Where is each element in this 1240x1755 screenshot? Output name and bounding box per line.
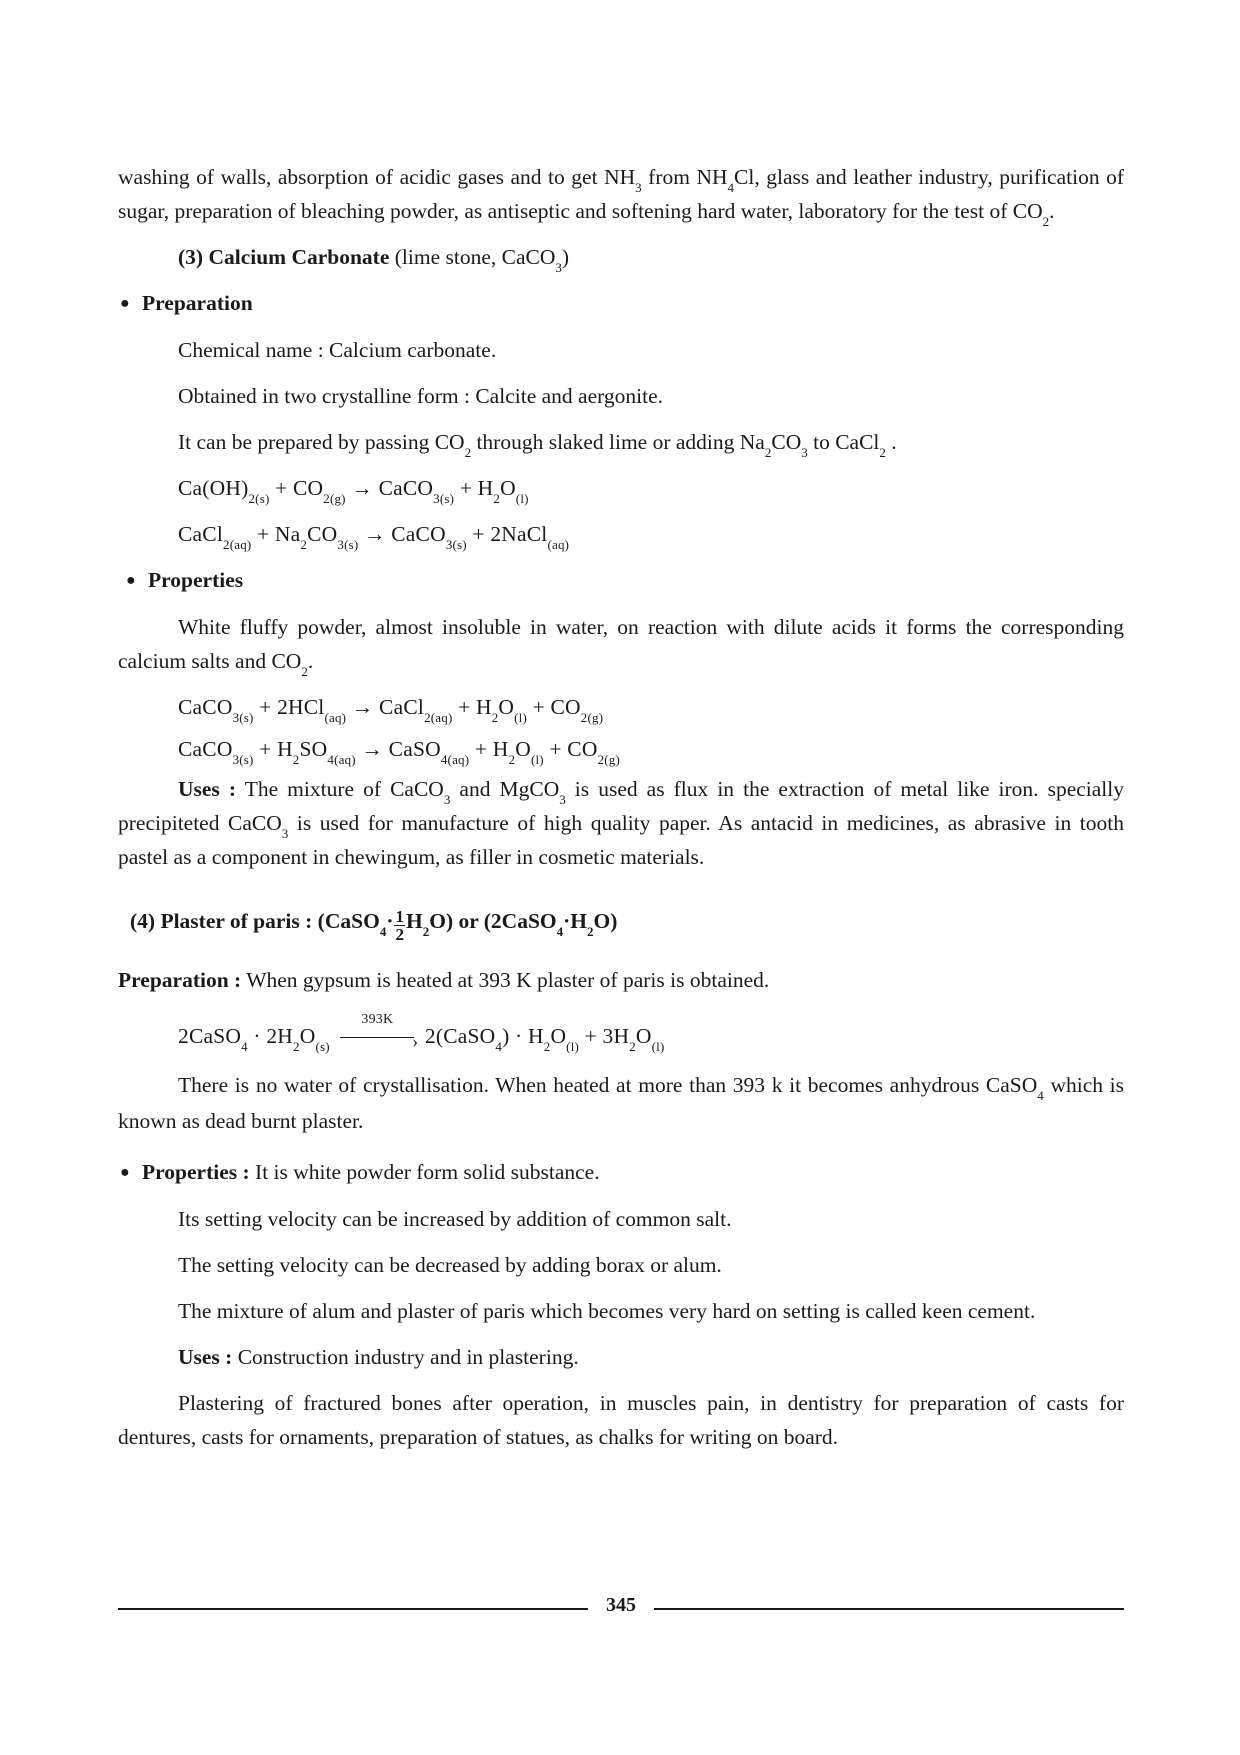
setting-velocity-decrease: The setting velocity can be decreased by adding borax or alum.: [178, 1253, 722, 1277]
uses-paragraph-1: Uses : The mixture of CaCO$_3$ and MgCO$_3$ is used as flux in the extraction of metal like iron. specially precipiteted CaCO$_3$ is used for manufacture of high quality paper. As antacid in medicines, as abrasive in tooth pastel as a component in chewingum, as filler in cosmetic materials.: [118, 777, 1125, 869]
equation-2: CaCl$_{2(aq)}$ + $Na_2CO_{3(s)}$ → CaCO$_{3(s)}$ + 2NaCl$_{(aq)}$: [178, 522, 570, 552]
plastering-paragraph: Plastering of fractured bones after operation, in muscles pain, in dentistry for preparation of casts for dentures, casts for ornaments, preparation of statues, as chalks for writing on board.: [118, 1391, 1124, 1449]
footer-rule-right: [654, 1608, 1124, 1610]
intro-paragraph: washing of walls, absorption of acidic gases and to get $NH_3$ from $NH_4Cl$, glass and leather industry, purification of sugar, preparation of bleaching powder, as antiseptic and softening hard water, laboratory for the test of $CO_2$.: [118, 165, 1124, 229]
equation-3: CaCO$_{3(s)}$ + 2HCl$_{(aq)}$ → CaCl$_{2(aq)}$ + $H_2O_{(l)} + CO_{2(g)}$: [178, 695, 604, 725]
section-4-heading: (4) Plaster of paris : (CaSO$_4$· $\frac{1}{2}$ $H_2O$) or $(2CaSO_4\cdot H_2O)$: [130, 907, 618, 944]
page-footer: [118, 1594, 1124, 1624]
properties-heading: ● Properties: [118, 563, 1124, 598]
properties-2-line: ● Properties : It is white powder form solid substance.: [118, 1155, 1124, 1190]
reaction-arrow: 393K ›: [335, 1019, 419, 1053]
preparation-2-line: Preparation : When gypsum is heated at 393 K plaster of paris is obtained.: [118, 968, 770, 992]
bullet-icon: ●: [126, 572, 136, 589]
bullet-icon: ●: [120, 295, 130, 312]
crystalline-form-line: Obtained in two crystalline form : Calcite and aergonite.: [178, 384, 663, 408]
page-number: 345: [606, 1594, 636, 1616]
half-fraction: $\frac{1}{2}$: [395, 907, 404, 944]
page-content: [118, 160, 1124, 1454]
equation-1: $Ca(OH)_{2(s)} + CO_{2(g)}$ → CaCO$_{3(s)}$ + $H_2O_{(l)}$: [178, 476, 529, 506]
section-3-heading: (3) Calcium Carbonate (lime stone, CaCO$_3$): [178, 245, 570, 275]
keen-cement-paragraph: The mixture of alum and plaster of paris which becomes very hard on setting is called keen cement.: [178, 1299, 1036, 1323]
equation-4: CaCO$_{3(s)}$ + $H_2SO_{4(aq)}$ → CaSO$_{4(aq)}$ + $H_2O_{(l)} + CO_{2(g)}$: [178, 737, 621, 767]
setting-velocity-increase: Its setting velocity can be increased by addition of common salt.: [178, 1207, 732, 1231]
uses-2-line: Uses : Construction industry and in plastering.: [178, 1345, 579, 1369]
equation-5: 2CaSO$_4$ · $2H_2O_{(s)}$ 393K › 2(CaSO$_4$) · $H_2O_{(l)} + 3H_2O_{(l)}$: [118, 1019, 1124, 1053]
properties-paragraph: White fluffy powder, almost insoluble in water, on reaction with dilute acids it forms the corresponding calcium salts and $CO_2$.: [118, 615, 1124, 679]
crystallisation-paragraph: There is no water of crystallisation. When heated at more than 393 k it becomes anhydrous CaSO$_4$ which is known as dead burnt plaster.: [118, 1073, 1124, 1133]
chemical-name-line: Chemical name : Calcium carbonate.: [178, 338, 497, 362]
preparation-heading: ● Preparation: [118, 286, 1124, 321]
preparation-method-line: It can be prepared by passing $CO_2$ through slaked lime or adding $Na_2CO_3$ to CaCl$_2$ .: [178, 430, 897, 460]
bullet-icon: ●: [120, 1164, 130, 1181]
